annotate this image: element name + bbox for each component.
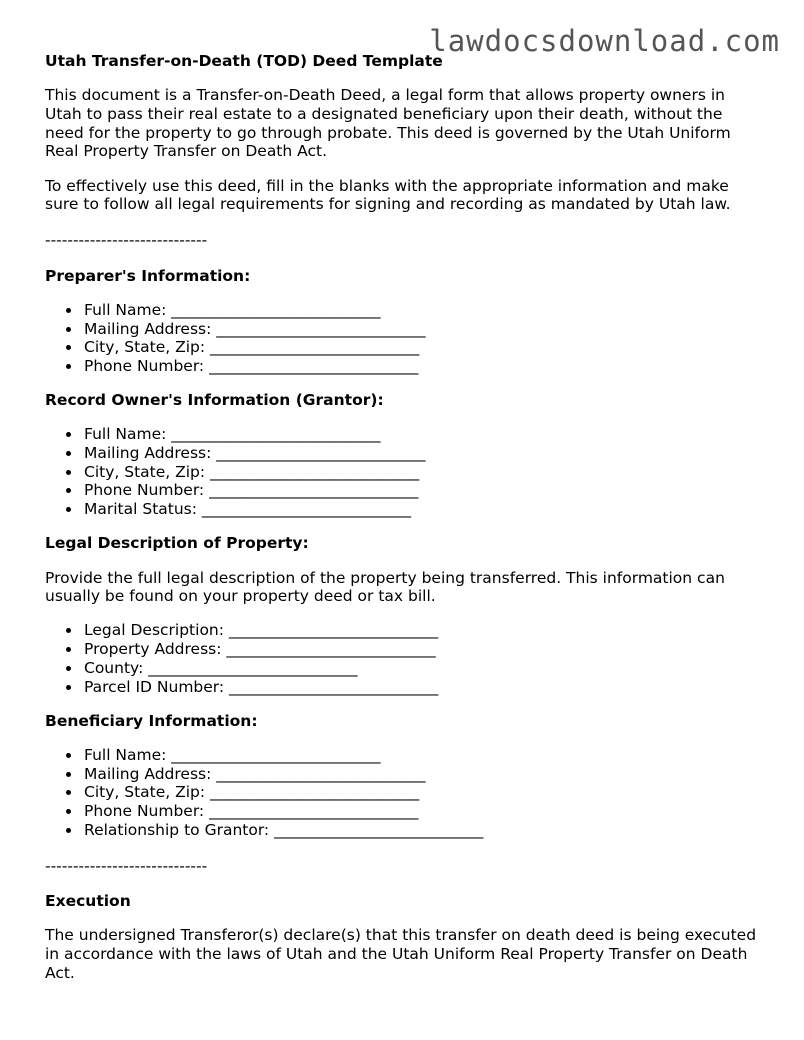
property-address-field[interactable]: Property Address: ___________________________ (84, 640, 765, 659)
owner-full-name-field[interactable]: Full Name: ___________________________ (84, 425, 765, 444)
beneficiary-heading: Beneficiary Information: (45, 711, 258, 730)
preparer-fields (45, 301, 765, 376)
property-instructions: Provide the full legal description of the property being transferred. This information can usually be found on your property deed or tax bill. (45, 568, 725, 606)
property-fields (45, 621, 765, 696)
preparer-city-state-zip-field[interactable]: City, State, Zip: ___________________________ (84, 338, 765, 357)
owner-marital-status-field[interactable]: Marital Status: ___________________________ (84, 500, 765, 519)
owner-fields (45, 425, 765, 519)
property-legal-description-field[interactable]: Legal Description: ___________________________ (84, 621, 765, 640)
owner-phone-number-field[interactable]: Phone Number: ___________________________ (84, 481, 765, 500)
beneficiary-mailing-address-field[interactable]: Mailing Address: ___________________________ (84, 765, 765, 784)
document-title: Utah Transfer-on-Death (TOD) Deed Template (45, 52, 443, 70)
property-county-field[interactable]: County: ___________________________ (84, 659, 765, 678)
property-heading: Legal Description of Property: (45, 534, 309, 553)
preparer-full-name-field[interactable]: Full Name: ___________________________ (84, 301, 765, 320)
owner-mailing-address-field[interactable]: Mailing Address: ___________________________ (84, 444, 765, 463)
beneficiary-relationship-field[interactable]: Relationship to Grantor: ___________________________ (84, 821, 765, 840)
owner-city-state-zip-field[interactable]: City, State, Zip: ___________________________ (84, 463, 765, 482)
separator-1: ----------------------------- (45, 230, 208, 249)
preparer-phone-number-field[interactable]: Phone Number: ___________________________ (84, 357, 765, 376)
separator-2: ----------------------------- (45, 856, 208, 875)
beneficiary-full-name-field[interactable]: Full Name: ___________________________ (84, 746, 765, 765)
beneficiary-phone-number-field[interactable]: Phone Number: ___________________________ (84, 802, 765, 821)
property-parcel-id-field[interactable]: Parcel ID Number: ___________________________ (84, 678, 765, 697)
intro-paragraph-2: To effectively use this deed, fill in the blanks with the appropriate information and make sure to follow all legal requirements for signing and recording as mandated by Utah law. (45, 176, 731, 214)
beneficiary-fields (45, 746, 765, 840)
watermark: lawdocsdownload.com (429, 24, 780, 58)
execution-text: The undersigned Transferor(s) declare(s) that this transfer on death deed is being executed in accordance with the laws of Utah and the Utah Uniform Real Property Transfer on Death Act. (45, 926, 757, 982)
execution-heading: Execution (45, 892, 131, 911)
intro-paragraph-1: This document is a Transfer-on-Death Deed, a legal form that allows property owners in Utah to pass their real estate to a designated beneficiary upon their death, without the need for the property to go through probate. This deed is governed by the Utah Uniform Real Property Transfer on Death Act. (45, 86, 731, 161)
preparer-mailing-address-field[interactable]: Mailing Address: ___________________________ (84, 320, 765, 339)
owner-heading: Record Owner's Information (Grantor): (45, 391, 384, 410)
beneficiary-city-state-zip-field[interactable]: City, State, Zip: ___________________________ (84, 783, 765, 802)
document-body (45, 52, 765, 983)
preparer-heading: Preparer's Information: (45, 266, 251, 285)
